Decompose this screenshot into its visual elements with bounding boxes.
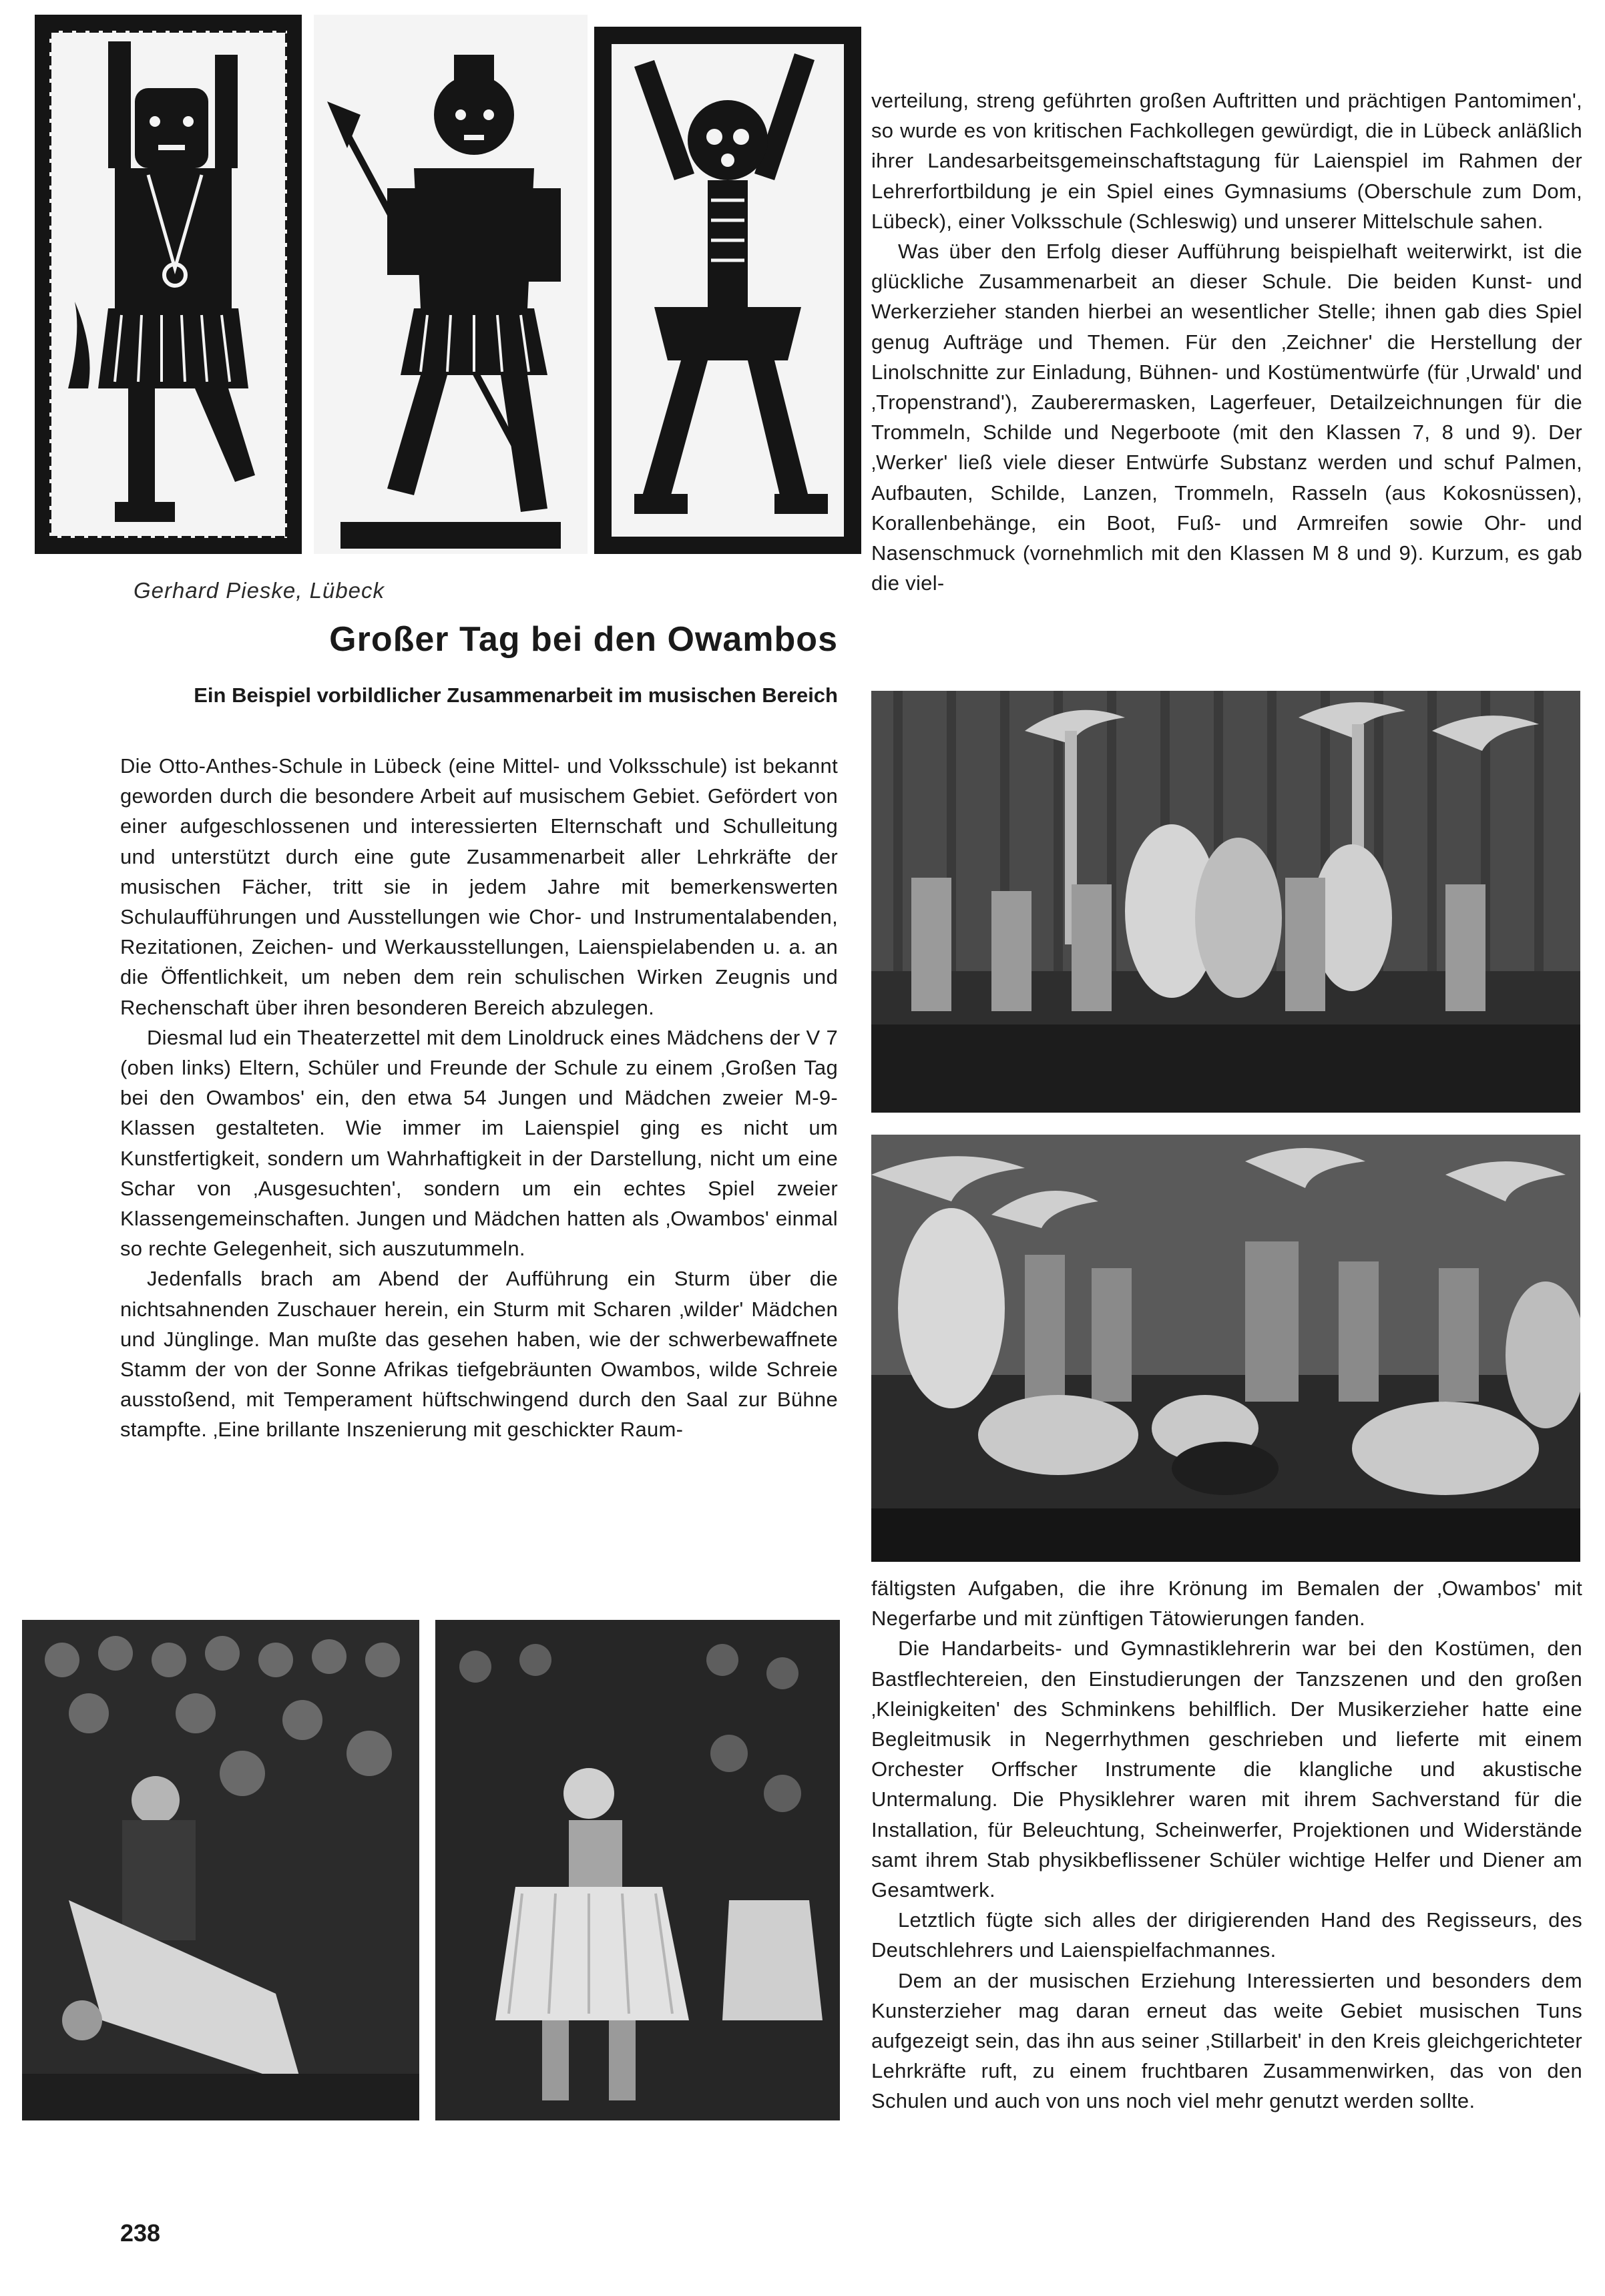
dancer-photo (435, 1620, 840, 2120)
right-column-bottom-text (871, 1573, 1582, 2116)
linocut-figure-2 (314, 15, 588, 554)
page-number: 238 (120, 2219, 161, 2247)
paragraph: Die Handarbeits- und Gymnastiklehrerin war bei den Kostümen, den Bastflechtereien, den Einstudierungen der Tanzszenen und den großen ‚Kleinigkeiten' des Schminkens behilflich. Der Musikerzieher hatte eine Begleitmusik in Negerrhythmen geschrieben und lieferte mit einem Orchester Orffscher Instrumente die klangliche und akustische Untermalung. Die Physiklehrer waren mit ihrem Sachverstand für die Installation, für Beleuchtung, Scheinwerfer, Projektionen und Widerstände samt ihrem Stab physikbeflissener Schüler wichtige Helfer und Diener am Gesamtwerk. (871, 1637, 1582, 1902)
paragraph: Jedenfalls brach am Abend der Aufführung ein Sturm über die nichtsahnenden Zuschauer herein, ein Sturm mit Scharen ‚wilder' Mädchen und Jünglinge. Man mußte das gesehen haben, wie der schwerbewaffnete Stamm der von der Sonne Afrikas tiefgebräunten Owambos, wilde Schreie ausstoßend, mit Temperament hüftschwingend durch den Saal zur Bühne stampfte. ‚Eine brillante Inszenierung mit geschickter Raum- (120, 1267, 838, 1442)
audience-boat-photo (22, 1620, 419, 2120)
right-column-top-text (871, 85, 1582, 598)
linocut-figure-1 (35, 15, 302, 554)
paragraph: verteilung, streng geführten großen Auftritten und prächtigen Pantomimen', so wurde es von kritischen Fachkollegen gewürdigt, die in Lübeck anläßlich ihrer Landesarbeitsgemeinschaftstagung für Laienspiel im Rahmen der Lehrerfortbildung je ein Spiel eines Gymnasiums (Oberschule zum Dom, Lübeck), einer Volksschule (Schleswig) und unserer Mittelschule sahen. (871, 89, 1582, 233)
paragraph: Letztlich fügte sich alles der dirigierenden Hand des Regisseurs, des Deutschlehrers und Laienspielfachmannes. (871, 1908, 1582, 1962)
paragraph: Die Otto-Anthes-Schule in Lübeck (eine Mittel- und Volksschule) ist bekannt geworden durch die besondere Arbeit auf musischem Gebiet. Gefördert von einer aufgeschlossenen und interessierten Elternschaft und Schulleitung und unterstützt durch eine gute Zusammenarbeit aller Lehrkräfte der musischen Fächer, tritt sie in jedem Jahre mit bemerkenswerten Schulaufführungen und Ausstellungen wie Chor- und Instrumentalabenden, Rezitationen, Zeichen- und Werkausstellungen, Laienspielabenden u. a. an die Öffentlichkeit, um neben dem rein schulischen Wirken Zeugnis und Rechenschaft über ihren besonderen Bereich abzulegen. (120, 754, 838, 1019)
stage-photo-1 (871, 691, 1580, 1113)
author-byline: Gerhard Pieske, Lübeck (134, 578, 385, 603)
left-column-text (120, 751, 838, 1445)
article-title: Großer Tag bei den Owambos (329, 620, 838, 659)
paragraph: fältigsten Aufgaben, die ihre Krönung im Bemalen der ‚Owambos' mit Negerfarbe und mit zünftigen Tätowierungen fanden. (871, 1576, 1582, 1631)
paragraph: Diesmal lud ein Theaterzettel mit dem Linoldruck eines Mädchens der V 7 (oben links) Eltern, Schüler und Freunde der Schule zu einem ‚Großen Tag bei den Owambos' ein, den etwa 54 Jungen und Mädchen zweier M-9-Klassen gestalteten. Wie immer im Laienspiel ging es nicht um Kunstfertigkeit, sondern um Wahrhaftigkeit in der Darstellung, nicht um eine Schar von ‚Ausgesuchten', sondern um ein echtes Spiel zweier Klassengemeinschaften. Jungen und Mädchen hatten als ‚Owambos' einmal so rechte Gelegenheit, sich auszutummeln. (120, 1025, 838, 1261)
linocut-figure-3 (594, 27, 861, 554)
article-subtitle: Ein Beispiel vorbildlicher Zusammenarbeit im musischen Bereich (194, 683, 838, 707)
stage-photo-2 (871, 1135, 1580, 1562)
paragraph: Was über den Erfolg dieser Aufführung beispielhaft weiterwirkt, ist die glückliche Zusammenarbeit an dieser Schule. Die beiden Kunst- und Werkerzieher standen hierbei an wesentlicher Stelle; ihnen gab dies Spiel genug Aufträge und Themen. Für den ‚Zeichner' die Herstellung der Linolschnitte zur Einladung, Bühnen- und Kostümentwürfe (für ‚Urwald' und ‚Tropenstrand'), Zauberermasken, Lagerfeuer, Detailzeichnungen für die Trommeln, Schilde und Negerboote (mit den Klassen 7, 8 und 9). Der ‚Werker' ließ viele dieser Entwürfe Substanz werden und schuf Palmen, Aufbauten, Schilde, Lanzen, Trommeln, Rasseln (aus Kokosnüssen), Korallenbehänge, ein Boot, Fuß- und Armreifen sowie Ohr- und Nasenschmuck (vornehmlich mit den Klassen M 8 und 9). Kurzum, es gab die viel- (871, 240, 1582, 595)
paragraph: Dem an der musischen Erziehung Interessierten und besonders dem Kunsterzieher mag daran erneut das weite Gebiet musischen Tuns aufgezeigt sein, das ihn aus seiner ‚Stillarbeit' in den Kreis gleichgerichteter Lehrkräfte ruft, zu einem fruchtbaren Zusammenwirken, das von den Schulen und auch von uns noch viel mehr genutzt werden sollte. (871, 1968, 1582, 2113)
